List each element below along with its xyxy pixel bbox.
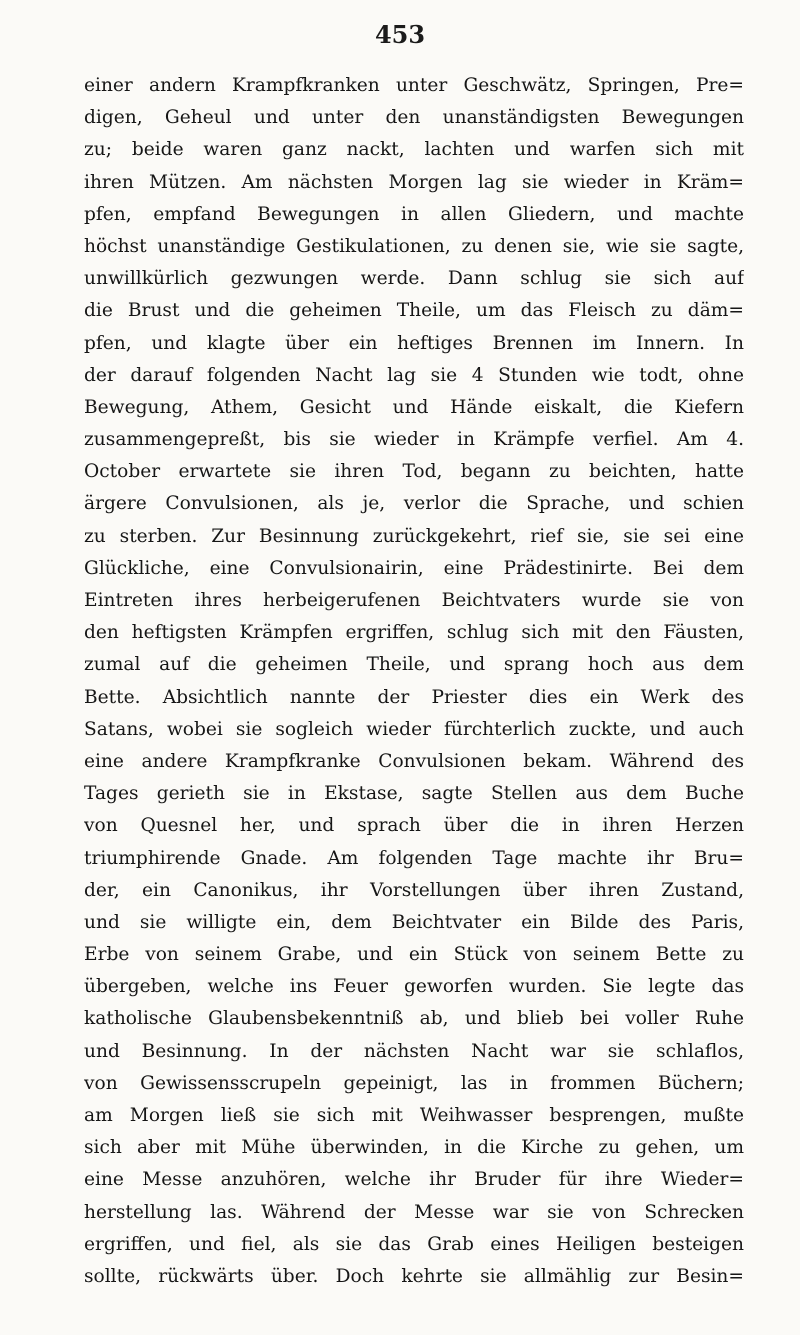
text-line: die Brust und die geheimen Theile, um das Fleisch zu däm= xyxy=(84,300,744,322)
text-line: Satans, wobei sie sogleich wieder fürchterlich zuckte, und auch xyxy=(84,718,744,740)
text-line: triumphirende Gnade. Am folgenden Tage machte ihr Bru= xyxy=(84,847,744,869)
text-line: herstellung las. Während der Messe war sie von Schrecken xyxy=(84,1201,744,1223)
text-line: Tages gerieth sie in Ekstase, sagte Stellen aus dem Buche xyxy=(84,783,744,805)
text-line: Bewegung, Athem, Gesicht und Hände eiskalt, die Kiefern xyxy=(84,396,744,418)
text-line: den heftigsten Krämpfen ergriffen, schlug sich mit den Fäusten, xyxy=(84,622,744,644)
text-line: unwillkürlich gezwungen werde. Dann schlug sie sich auf xyxy=(84,268,744,290)
text-line: höchst unanständige Gestikulationen, zu denen sie, wie sie sagte, xyxy=(84,235,744,257)
text-line: übergeben, welche ins Feuer geworfen wurden. Sie legte das xyxy=(84,976,744,998)
text-line: einer andern Krampfkranken unter Geschwätz, Springen, Pre= xyxy=(84,75,744,96)
text-line: October erwartete sie ihren Tod, begann zu beichten, hatte xyxy=(84,461,744,483)
body-text xyxy=(84,70,744,1293)
text-line: von Quesnel her, und sprach über die in ihren Herzen xyxy=(84,815,744,837)
page-number: 453 xyxy=(374,20,426,49)
text-line: zu sterben. Zur Besinnung zurückgekehrt, rief sie, sie sei eine xyxy=(84,525,744,547)
text-line: sich aber mit Mühe überwinden, in die Kirche zu gehen, um xyxy=(84,1137,744,1159)
text-line: am Morgen ließ sie sich mit Weihwasser besprengen, mußte xyxy=(84,1105,744,1126)
text-line: zu; beide waren ganz nackt, lachten und warfen sich mit xyxy=(84,139,744,161)
text-line: und Besinnung. In der nächsten Nacht war sie schlaflos, xyxy=(84,1040,744,1062)
text-line: pfen, und klagte über ein heftiges Brennen im Innern. In xyxy=(84,332,744,354)
text-line: eine Messe anzuhören, welche ihr Bruder für ihre Wieder= xyxy=(84,1169,744,1191)
text-line: und sie willigte ein, dem Beichtvater ein Bilde des Paris, xyxy=(84,911,744,933)
text-line: zumal auf die geheimen Theile, und sprang hoch aus dem xyxy=(84,654,744,676)
text-line: sollte, rückwärts über. Doch kehrte sie allmählig zur Besin= xyxy=(84,1265,744,1287)
text-line: Glückliche, eine Convulsionairin, eine Prädestinirte. Bei dem xyxy=(84,557,744,579)
text-line: zusammengepreßt, bis sie wieder in Krämpfe verfiel. Am 4. xyxy=(84,429,744,451)
text-line: katholische Glaubensbekenntniß ab, und blieb bei voller Ruhe xyxy=(84,1008,744,1030)
text-line: ergriffen, und fiel, als sie das Grab eines Heiligen besteigen xyxy=(84,1233,744,1255)
text-line: Eintreten ihres herbeigerufenen Beichtvaters wurde sie von xyxy=(84,590,744,611)
text-line: ärgere Convulsionen, als je, verlor die Sprache, und schien xyxy=(84,493,744,515)
text-line: der darauf folgenden Nacht lag sie 4 Stunden wie todt, ohne xyxy=(84,364,744,386)
text-line: Erbe von seinem Grabe, und ein Stück von seinem Bette zu xyxy=(84,944,744,966)
text-line: eine andere Krampfkranke Convulsionen bekam. Während des xyxy=(84,750,744,772)
text-line: digen, Geheul und unter den unanständigsten Bewegungen xyxy=(84,107,744,129)
text-line: der, ein Canonikus, ihr Vorstellungen über ihren Zustand, xyxy=(84,879,744,901)
text-line: pfen, empfand Bewegungen in allen Gliedern, und machte xyxy=(84,203,744,225)
text-line: Bette. Absichtlich nannte der Priester dies ein Werk des xyxy=(84,686,744,708)
text-line: von Gewissensscrupeln gepeinigt, las in frommen Büchern; xyxy=(84,1072,744,1094)
text-line: ihren Mützen. Am nächsten Morgen lag sie wieder in Kräm= xyxy=(84,171,744,193)
